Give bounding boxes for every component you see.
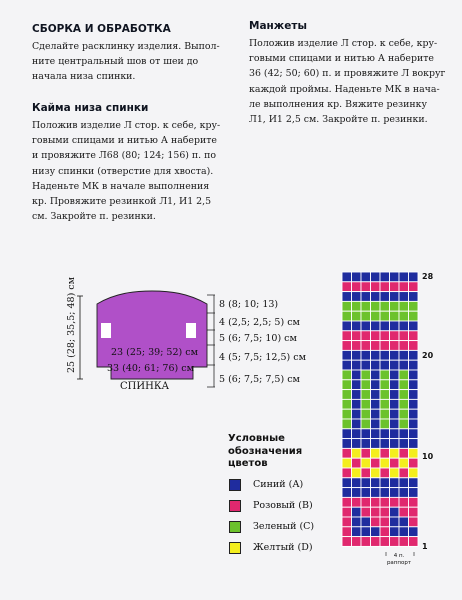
chart-cell — [361, 360, 371, 370]
chart-cell — [380, 282, 390, 292]
chart-cell — [409, 360, 419, 370]
chart-cell — [399, 537, 409, 547]
cuffs-line: Положив изделие Л стор. к себе, кру- — [249, 38, 438, 49]
chart-cell — [371, 282, 381, 292]
chart-cell — [399, 468, 409, 478]
chart-cell — [409, 458, 419, 468]
chart-cell — [390, 399, 400, 409]
back-edging-line: Положив изделие Л стор. к себе, кру- — [32, 120, 221, 131]
chart-cell — [380, 497, 390, 507]
chart-cell — [390, 537, 400, 547]
chart-cell — [371, 311, 381, 321]
chart-cell — [399, 282, 409, 292]
chart-cell — [342, 497, 352, 507]
chart-cell — [409, 468, 419, 478]
row-number-20: 20 — [422, 351, 434, 360]
chart-cell — [342, 272, 352, 282]
chart-cell — [409, 341, 419, 351]
rapport-label — [382, 553, 416, 567]
chart-cell — [352, 380, 362, 390]
chart-cell — [399, 370, 409, 380]
chart-cell — [380, 507, 390, 517]
chart-cell — [399, 527, 409, 537]
chart-cell — [390, 507, 400, 517]
chart-cell — [399, 517, 409, 527]
chart-cell — [361, 301, 371, 311]
chart-cell — [361, 282, 371, 292]
back-edging-heading: Кайма низа спинки — [32, 102, 149, 114]
chart-cell — [342, 350, 352, 360]
chart-cell — [390, 282, 400, 292]
chart-cell — [371, 350, 381, 360]
chart-cell — [361, 448, 371, 458]
chart-cell — [361, 311, 371, 321]
chart-cell — [399, 488, 409, 498]
chart-cell — [380, 380, 390, 390]
chart-cell — [390, 458, 400, 468]
chart-cell — [342, 429, 352, 439]
chart-cell — [399, 458, 409, 468]
chart-cell — [409, 439, 419, 449]
chart-cell — [361, 488, 371, 498]
chart-cell — [361, 399, 371, 409]
right-measure: 4 (2,5; 2,5; 5) см — [219, 317, 300, 328]
chart-cell — [361, 350, 371, 360]
back-edging-line: низу спинки (отверстие для хвоста). — [32, 165, 214, 177]
chart-cell — [380, 292, 390, 302]
chart-cell — [352, 537, 362, 547]
chart-cell — [409, 311, 419, 321]
chart-cell — [342, 301, 352, 311]
chart-cell — [371, 360, 381, 370]
chart-cell — [399, 272, 409, 282]
chart-cell — [342, 380, 352, 390]
chart-cell — [342, 360, 352, 370]
chart-cell — [390, 311, 400, 321]
chart-cell — [371, 537, 381, 547]
legend-label: Розовый (В) — [253, 500, 313, 511]
chart-cell — [342, 439, 352, 449]
chart-cell — [352, 458, 362, 468]
chart-cell — [380, 429, 390, 439]
chart-cell — [380, 537, 390, 547]
chart-cell — [380, 468, 390, 478]
chart-cell — [371, 341, 381, 351]
chart-cell — [361, 478, 371, 488]
chart-cell — [361, 331, 371, 341]
chart-cell — [361, 429, 371, 439]
chart-cell — [390, 419, 400, 429]
chart-cell — [352, 527, 362, 537]
chart-cell — [371, 419, 381, 429]
chart-cell — [342, 478, 352, 488]
chart-cell — [342, 537, 352, 547]
chart-cell — [409, 331, 419, 341]
chart-cell — [352, 370, 362, 380]
chart-cell — [399, 409, 409, 419]
chart-cell — [380, 360, 390, 370]
cuffs-line: каждой проймы. Наденьте МК в нача- — [249, 83, 440, 95]
chart-cell — [342, 370, 352, 380]
chart-cell — [371, 458, 381, 468]
chart-cell — [399, 292, 409, 302]
chart-cell — [409, 497, 419, 507]
chart-cell — [380, 527, 390, 537]
chart-cell — [399, 350, 409, 360]
chart-cell — [390, 272, 400, 282]
assembly-line: Сделайте расклинку изделия. Выпол- — [32, 41, 220, 52]
chart-cell — [342, 507, 352, 517]
legend-title-line: обозначения — [228, 445, 303, 457]
chart-cell — [361, 497, 371, 507]
chart-cell — [342, 341, 352, 351]
chart-cell — [390, 409, 400, 419]
assembly-heading: СБОРКА И ОБРАБОТКА — [32, 23, 171, 35]
chart-cell — [399, 419, 409, 429]
chart-cell — [380, 448, 390, 458]
chart-cell — [342, 311, 352, 321]
chart-cell — [380, 409, 390, 419]
chart-cell — [380, 321, 390, 331]
chart-cell — [371, 507, 381, 517]
chart-cell — [352, 488, 362, 498]
chart-cell — [399, 399, 409, 409]
rapport-line: раппорт — [386, 560, 412, 566]
chart-cell — [380, 350, 390, 360]
chart-cell — [352, 468, 362, 478]
chart-cell — [380, 517, 390, 527]
chart-cell — [342, 448, 352, 458]
chart-cell — [361, 409, 371, 419]
chart-cell — [390, 527, 400, 537]
assembly-line: начала низа спинки. — [32, 71, 136, 83]
legend-label: Зеленый (С) — [253, 521, 315, 532]
chart-cell — [409, 282, 419, 292]
chart-cell — [352, 409, 362, 419]
chart-cell — [409, 409, 419, 419]
chart-cell — [380, 399, 390, 409]
chart-cell — [380, 370, 390, 380]
chart-cell — [390, 429, 400, 439]
back-piece-title: СПИНКА — [120, 381, 170, 392]
chart-cell — [342, 282, 352, 292]
chart-cell — [390, 468, 400, 478]
chart-cell — [352, 419, 362, 429]
assembly-line: ните центральный шов от шеи до — [32, 56, 199, 68]
chart-cell — [390, 478, 400, 488]
chart-cell — [399, 321, 409, 331]
chart-cell — [399, 311, 409, 321]
chart-cell — [371, 292, 381, 302]
back-edging-line: говыми спицами и нитью А наберите — [32, 135, 217, 147]
chart-cell — [390, 331, 400, 341]
cuffs-heading: Манжеты — [249, 20, 307, 32]
chart-cell — [390, 341, 400, 351]
chart-cell — [390, 439, 400, 449]
chart-cell — [371, 301, 381, 311]
chart-cell — [361, 507, 371, 517]
chart-cell — [352, 331, 362, 341]
chart-cell — [409, 321, 419, 331]
row-number-1: 1 — [422, 542, 428, 551]
chart-cell — [390, 292, 400, 302]
chart-cell — [390, 301, 400, 311]
chart-cell — [409, 527, 419, 537]
chart-cell — [380, 341, 390, 351]
chart-cell — [371, 321, 381, 331]
chart-cell — [352, 497, 362, 507]
cuffs-line: 36 (42; 50; 60) п. и провяжите Л вокруг — [249, 68, 446, 80]
chart-cell — [352, 360, 362, 370]
chart-cell — [371, 409, 381, 419]
chart-cell — [371, 439, 381, 449]
chart-cell — [342, 321, 352, 331]
chart-cell — [409, 507, 419, 517]
chart-cell — [371, 370, 381, 380]
chart-cell — [380, 419, 390, 429]
chart-cell — [380, 439, 390, 449]
chart-cell — [361, 537, 371, 547]
chart-cell — [399, 507, 409, 517]
chart-cell — [390, 488, 400, 498]
chart-cell — [399, 390, 409, 400]
chart-cell — [352, 321, 362, 331]
chart-cell — [371, 390, 381, 400]
chart-cell — [409, 370, 419, 380]
chart-cell — [371, 488, 381, 498]
chart-cell — [390, 350, 400, 360]
chart-cell — [371, 399, 381, 409]
chart-cell — [352, 350, 362, 360]
chart-cell — [399, 439, 409, 449]
chart-cell — [390, 448, 400, 458]
row-number-10: 10 — [422, 452, 434, 461]
chart-cell — [399, 331, 409, 341]
chart-cell — [380, 272, 390, 282]
chart-cell — [352, 341, 362, 351]
chart-cell — [361, 439, 371, 449]
chart-cell — [380, 311, 390, 321]
cuffs-line: Л1, И1 2,5 см. Закройте п. резинки. — [249, 114, 428, 126]
chart-cell — [342, 458, 352, 468]
chart-cell — [352, 517, 362, 527]
chart-cell — [390, 360, 400, 370]
chart-cell — [361, 370, 371, 380]
chart-cell — [399, 301, 409, 311]
chart-cell — [380, 458, 390, 468]
chart-cell — [342, 517, 352, 527]
chart-cell — [409, 380, 419, 390]
chart-cell — [342, 419, 352, 429]
chart-cell — [409, 390, 419, 400]
chart-cell — [342, 399, 352, 409]
chart-cell — [342, 390, 352, 400]
chart-cell — [361, 527, 371, 537]
chart-cell — [352, 311, 362, 321]
chart-cell — [409, 488, 419, 498]
chart-cell — [380, 478, 390, 488]
chart-cell — [390, 390, 400, 400]
chart-cell — [342, 331, 352, 341]
chart-cell — [409, 537, 419, 547]
chart-cell — [399, 429, 409, 439]
chart-cell — [399, 380, 409, 390]
chart-cell — [352, 272, 362, 282]
chart-cell — [361, 380, 371, 390]
chart-cell — [361, 292, 371, 302]
chart-cell — [409, 478, 419, 488]
chart-cell — [342, 292, 352, 302]
chart-cell — [399, 448, 409, 458]
chart-cell — [361, 321, 371, 331]
chart-cell — [371, 448, 381, 458]
chart-cell — [352, 399, 362, 409]
chart-cell — [371, 478, 381, 488]
chart-cell — [352, 439, 362, 449]
lower-width-measure: 33 (40; 61; 76) см — [107, 363, 194, 374]
legend-label: Желтый (D) — [253, 542, 313, 553]
chart-cell — [409, 272, 419, 282]
chart-cell — [342, 488, 352, 498]
chart-cell — [352, 390, 362, 400]
chart-cell — [390, 380, 400, 390]
chart-cell — [399, 341, 409, 351]
chart-cell — [371, 517, 381, 527]
right-measure: 5 (6; 7,5; 7,5) см — [219, 374, 300, 385]
chart-cell — [371, 497, 381, 507]
legend-title-line: Условные — [228, 433, 285, 444]
chart-cell — [342, 468, 352, 478]
chart-cell — [371, 380, 381, 390]
chart-cell — [352, 429, 362, 439]
right-measure: 4 (5; 7,5; 12,5) см — [219, 352, 306, 363]
row-number-28: 28 — [422, 272, 434, 281]
chart-cell — [371, 429, 381, 439]
chart-cell — [352, 448, 362, 458]
back-edging-line: и провяжите Л68 (80; 124; 156) п. по — [32, 150, 217, 162]
chart-cell — [399, 360, 409, 370]
legend-label: Синий (А) — [253, 479, 304, 490]
cuffs-line: говыми спицами и нитью А наберите — [249, 53, 434, 65]
back-edging-line: см. Закройте п. резинки. — [32, 211, 156, 223]
chart-cell — [371, 527, 381, 537]
chart-cell — [371, 272, 381, 282]
chart-cell — [361, 390, 371, 400]
chart-cell — [361, 419, 371, 429]
chart-cell — [409, 517, 419, 527]
chart-cell — [380, 301, 390, 311]
chart-cell — [371, 468, 381, 478]
chart-cell — [352, 282, 362, 292]
chart-cell — [352, 507, 362, 517]
upper-width-measure: 23 (25; 39; 52) см — [111, 347, 198, 358]
chart-cell — [399, 497, 409, 507]
chart-cell — [409, 350, 419, 360]
chart-cell — [390, 370, 400, 380]
height-measure: 25 (28; 35,5; 48) см — [66, 276, 77, 373]
chart-cell — [409, 292, 419, 302]
chart-cell — [361, 468, 371, 478]
chart-cell — [409, 399, 419, 409]
chart-cell — [371, 331, 381, 341]
chart-grid — [342, 272, 418, 546]
right-measure: 5 (6; 7,5; 10) см — [219, 333, 297, 344]
cuffs-line: ле выполнения кр. Вяжите резинку — [249, 98, 428, 110]
chart-cell — [361, 517, 371, 527]
back-edging-line: Наденьте МК в начале выполнения — [32, 180, 210, 192]
chart-cell — [361, 458, 371, 468]
back-edging-line: кр. Провяжите резинкой Л1, И1 2,5 — [32, 196, 212, 208]
chart-cell — [390, 321, 400, 331]
rapport-line: 4 п. — [393, 553, 405, 559]
chart-cell — [361, 341, 371, 351]
chart-cell — [342, 409, 352, 419]
chart-cell — [409, 301, 419, 311]
chart-cell — [380, 390, 390, 400]
chart-cell — [352, 301, 362, 311]
chart-cell — [361, 272, 371, 282]
chart-cell — [390, 517, 400, 527]
chart-cell — [342, 527, 352, 537]
chart-cell — [380, 331, 390, 341]
chart-cell — [352, 292, 362, 302]
legend-title-line: цветов — [228, 458, 268, 469]
chart-cell — [409, 419, 419, 429]
right-measure: 8 (8; 10; 13) — [219, 299, 279, 310]
chart-cell — [352, 478, 362, 488]
chart-cell — [380, 488, 390, 498]
chart-cell — [409, 448, 419, 458]
chart-cell — [399, 478, 409, 488]
chart-cell — [409, 429, 419, 439]
chart-cell — [390, 497, 400, 507]
